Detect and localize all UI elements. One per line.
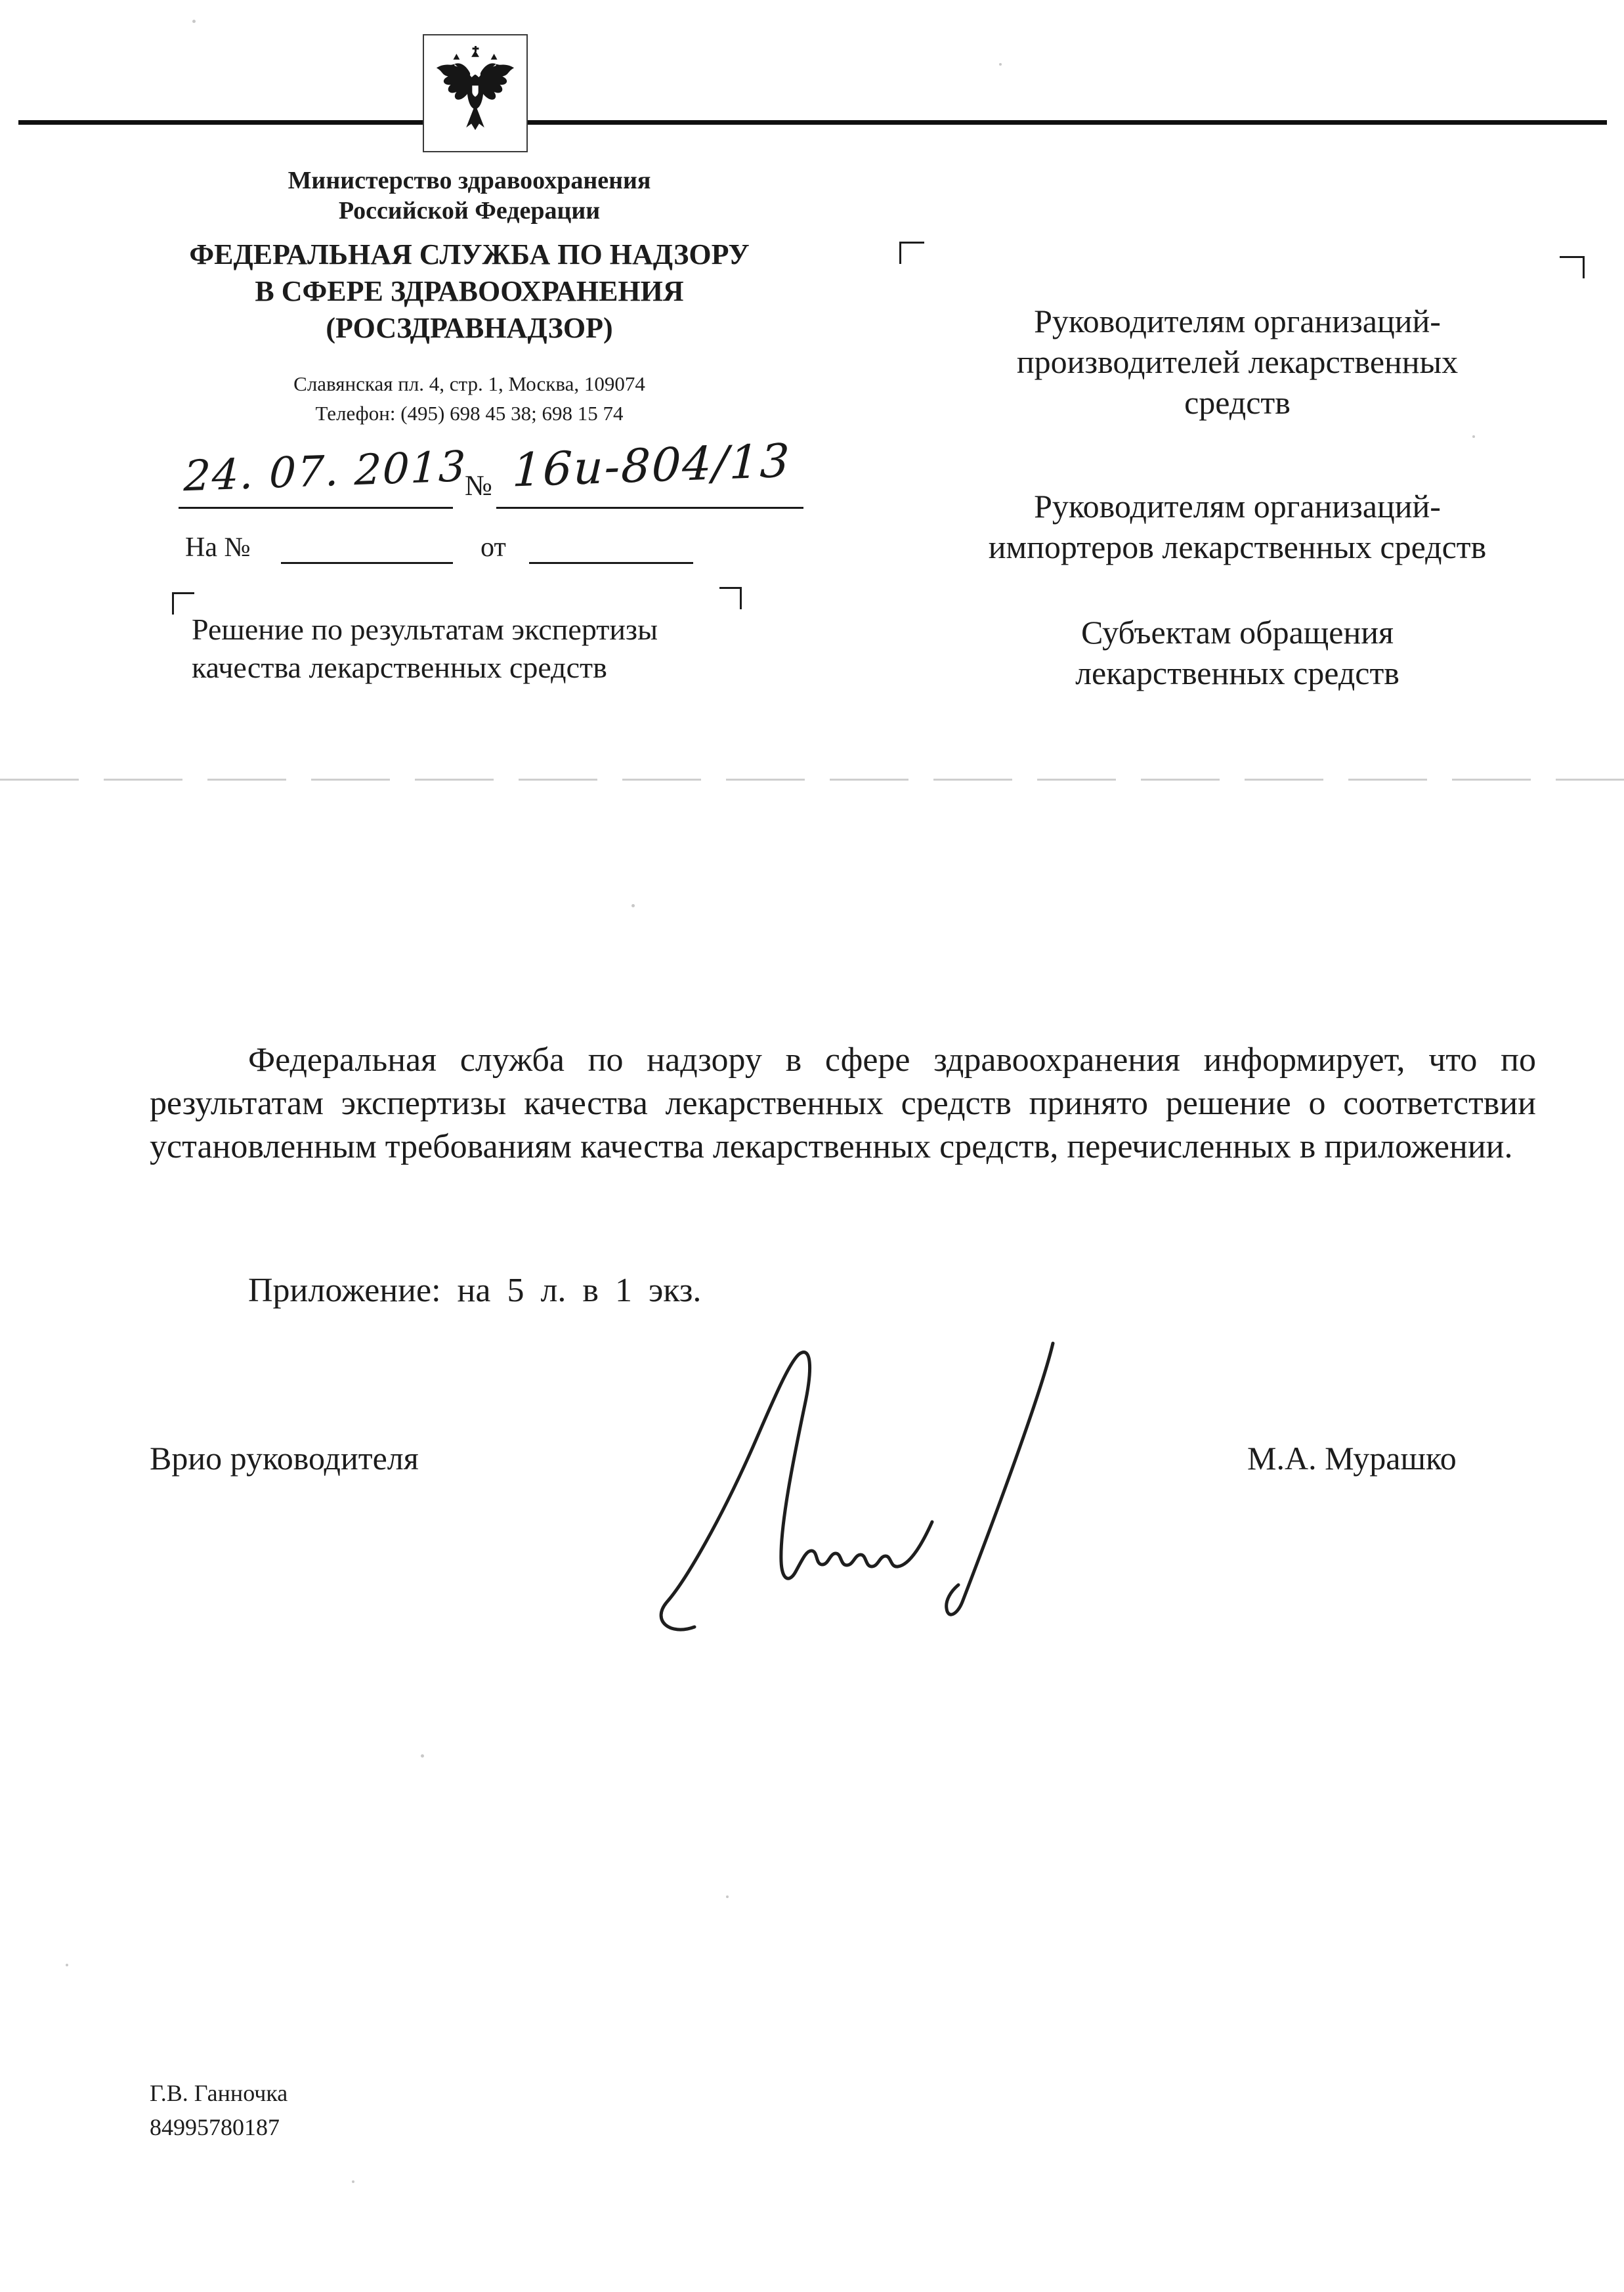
signer-name: М.А. Мурашко (1247, 1440, 1457, 1477)
date-underline (179, 507, 453, 509)
service-line-2: В СФЕРЕ ЗДРАВООХРАНЕНИЯ (255, 275, 684, 307)
handwritten-date: 24. 07. 2013 (182, 443, 468, 502)
subject-line-1: Решение по результатам экспертизы (192, 613, 658, 646)
emblem-box (423, 34, 528, 152)
recipient-line: Субъектам обращения (1081, 614, 1394, 651)
scan-speck (999, 63, 1002, 66)
scan-speck (66, 1964, 68, 1966)
service-line-1: ФЕДЕРАЛЬНАЯ СЛУЖБА ПО НАДЗОРУ (189, 238, 750, 270)
executor-phone: 84995780187 (150, 2114, 280, 2140)
executor-block (150, 2076, 288, 2144)
phone-line: Телефон: (495) 698 45 38; 698 15 74 (315, 402, 624, 425)
recipient-line: производителей лекарственных (1016, 343, 1459, 380)
number-sign: № (465, 469, 492, 502)
coat-of-arms-icon (430, 44, 521, 142)
recipient-line: импортеров лекарственных средств (988, 529, 1487, 565)
contact-block (154, 369, 784, 428)
recipient-line: Руководителям организаций- (1034, 303, 1441, 339)
ref-from-label: от (481, 532, 506, 563)
scan-speck (352, 2180, 354, 2183)
scan-speck (631, 904, 635, 907)
subject-corner-left (172, 592, 194, 615)
recipients-corner-right (1560, 256, 1585, 278)
recipient-line: лекарственных средств (1075, 655, 1400, 691)
ref-date-underline (529, 562, 693, 564)
ministry-block (154, 165, 784, 226)
recipients-corner-left (899, 242, 924, 264)
subject-block (192, 611, 756, 687)
number-underline (496, 507, 803, 509)
recipient-line: Руководителям организаций- (1034, 488, 1441, 525)
scan-speck (1472, 435, 1475, 438)
subject-line-2: качества лекарственных средств (192, 651, 607, 684)
recipient-block-manufacturers (911, 301, 1564, 423)
service-line-3: (РОСЗДРАВНАДЗОР) (326, 312, 613, 344)
address-line: Славянская пл. 4, стр. 1, Москва, 109074 (293, 372, 645, 395)
scan-speck (726, 1895, 729, 1898)
scan-speck (192, 20, 196, 23)
signer-position: Врио руководителя (150, 1440, 419, 1477)
handwritten-number: 16и-804/13 (511, 433, 792, 498)
attachment-line: Приложение: на 5 л. в 1 экз. (248, 1272, 702, 1309)
recipient-line: средств (1184, 384, 1291, 421)
recipient-block-importers (911, 486, 1564, 567)
body-paragraph: Федеральная служба по надзору в сфере здравоохранения информирует, что по результатам экспертизы качества лекарственных средств принято решение о соответствии установленным требованиям качества лекарственных средств, перечисленных в приложении. (150, 1041, 1536, 1165)
ministry-line-2: Российской Федерации (338, 197, 601, 225)
ref-label: На № (185, 532, 251, 563)
scan-speck (421, 1754, 424, 1758)
service-name-block (154, 236, 784, 347)
recipient-block-subjects (911, 612, 1564, 693)
ref-number-underline (281, 562, 453, 564)
subject-corner-right (719, 587, 742, 609)
header-rule (18, 120, 1607, 125)
handwritten-signature (624, 1320, 1096, 1641)
ministry-line-1: Министерство здравоохранения (288, 167, 651, 194)
executor-name: Г.В. Ганночка (150, 2080, 288, 2106)
faint-divider-line (0, 779, 1624, 781)
